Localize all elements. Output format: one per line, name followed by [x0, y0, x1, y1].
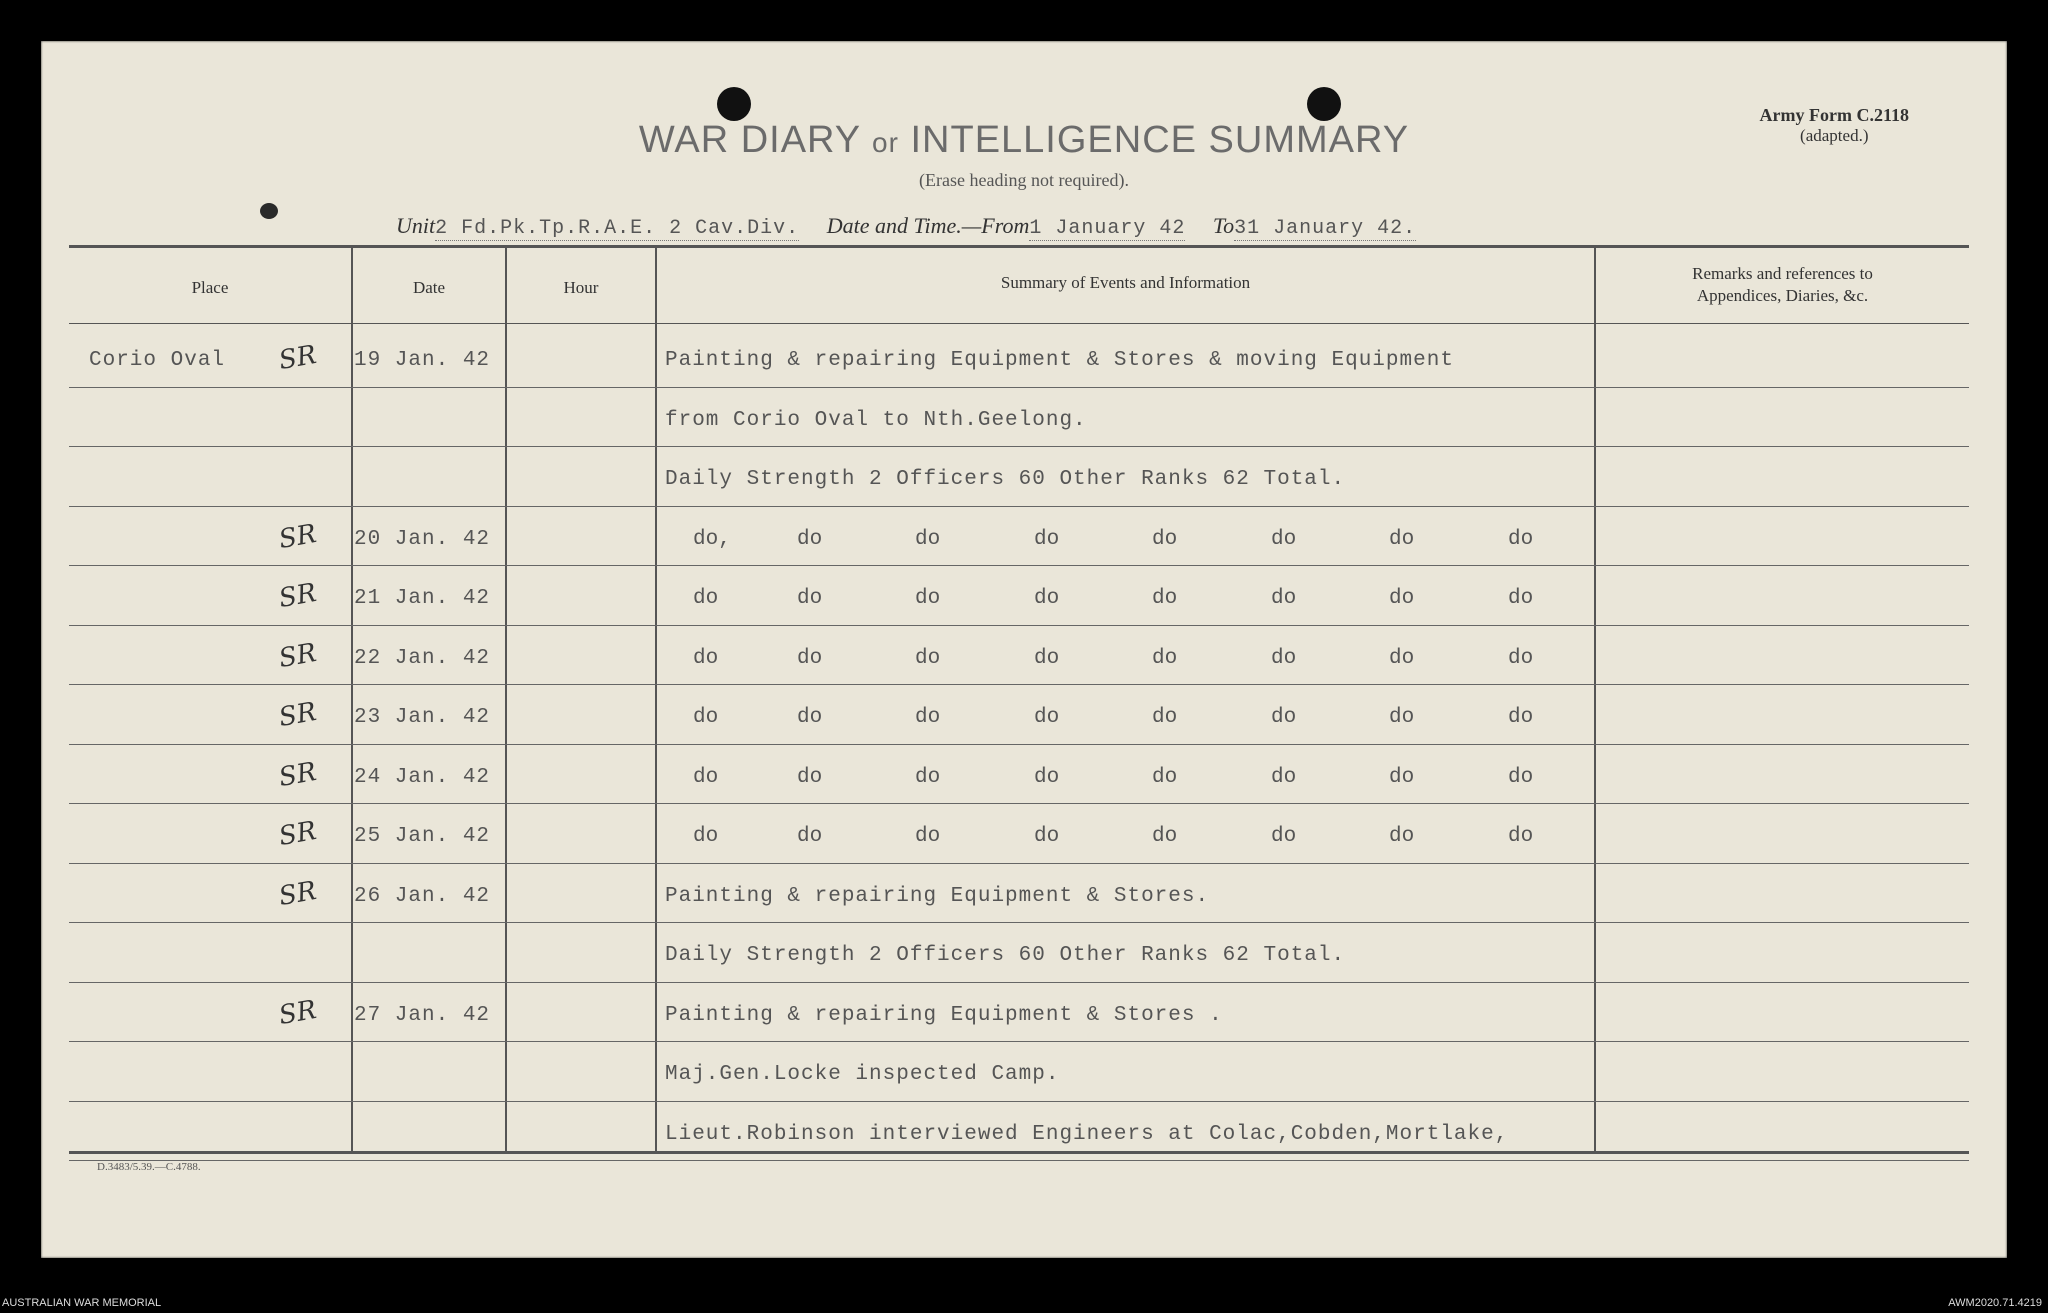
ditto-mark: do — [693, 825, 719, 848]
ditto-mark: do — [1389, 825, 1415, 848]
form-number: Army Form C.2118 (adapted.) — [1759, 105, 1909, 145]
ditto-mark: do — [915, 766, 941, 789]
ditto-mark: do — [1271, 647, 1297, 670]
initials-signature: SR — [276, 994, 319, 1032]
ditto-mark: do — [1508, 647, 1534, 670]
row-rule — [69, 1101, 1969, 1102]
ditto-mark: do — [1508, 706, 1534, 729]
ditto-mark: do — [1508, 587, 1534, 610]
row-rule — [69, 744, 1969, 745]
ditto-mark: do — [1508, 825, 1534, 848]
ditto-mark: do — [797, 647, 823, 670]
page-title: WAR DIARY or INTELLIGENCE SUMMARY — [638, 119, 1410, 161]
print-code: D.3483/5.39.—C.4788. — [97, 1161, 201, 1173]
unit-value: 2 Fd.Pk.Tp.R.A.E. 2 Cav.Div. — [435, 217, 800, 240]
summary-cell: Painting & repairing Equipment & Stores & moving Equipment — [665, 349, 1454, 372]
date-cell: 24 Jan. 42 — [354, 766, 491, 789]
ditto-mark: do — [1152, 528, 1178, 551]
footer-right: AWM2020.71.4219 — [1948, 1297, 2042, 1309]
date-cell: 19 Jan. 42 — [354, 349, 491, 372]
ditto-mark: do — [797, 825, 823, 848]
ditto-mark: do — [797, 766, 823, 789]
ditto-mark: do — [1271, 825, 1297, 848]
summary-cell: Daily Strength 2 Officers 60 Other Ranks 62 Total. — [665, 944, 1346, 967]
ditto-mark: do — [1508, 528, 1534, 551]
ditto-mark: do — [1389, 587, 1415, 610]
ditto-mark: do — [1152, 647, 1178, 670]
date-to: 31 January 42. — [1234, 217, 1417, 240]
footer-left: AUSTRALIAN WAR MEMORIAL — [2, 1297, 162, 1309]
date-cell: 27 Jan. 42 — [354, 1004, 491, 1027]
initials-signature: SR — [276, 875, 319, 913]
date-cell: 20 Jan. 42 — [354, 528, 491, 551]
row-rule — [69, 565, 1969, 566]
date-cell: 26 Jan. 42 — [354, 885, 491, 908]
page-subtitle: (Erase heading not required). — [919, 170, 1129, 190]
row-rule — [69, 446, 1969, 447]
row-rule — [69, 922, 1969, 923]
row-rule — [69, 684, 1969, 685]
ditto-mark: do — [915, 706, 941, 729]
date-cell: 25 Jan. 42 — [354, 825, 491, 848]
divider-hour-summary — [655, 247, 657, 1153]
row-rule — [69, 1041, 1969, 1042]
date-cell: 22 Jan. 42 — [354, 647, 491, 670]
ditto-mark: do — [797, 587, 823, 610]
summary-cell: Maj.Gen.Locke inspected Camp. — [665, 1063, 1060, 1086]
ditto-mark: do — [1389, 647, 1415, 670]
ditto-mark: do — [1152, 766, 1178, 789]
column-header-place: Place — [191, 278, 229, 297]
ditto-mark: do — [797, 528, 823, 551]
summary-cell: from Corio Oval to Nth.Geelong. — [665, 409, 1087, 432]
row-rule — [69, 803, 1969, 804]
ditto-mark: do — [693, 647, 719, 670]
ditto-mark: do — [1034, 706, 1060, 729]
ditto-mark: do — [1389, 766, 1415, 789]
header-rule — [69, 323, 1969, 324]
ditto-mark: do — [1508, 766, 1534, 789]
ditto-mark: do — [915, 647, 941, 670]
ditto-mark: do — [1152, 706, 1178, 729]
divider-place-date — [351, 247, 353, 1153]
ditto-mark: do — [1034, 647, 1060, 670]
divider-summary-remarks — [1594, 247, 1596, 1153]
column-header-date: Date — [412, 278, 446, 297]
place-cell: Corio Oval — [89, 349, 226, 372]
summary-cell: Painting & repairing Equipment & Stores. — [665, 885, 1210, 908]
ditto-mark: do — [1389, 528, 1415, 551]
summary-cell: Painting & repairing Equipment & Stores . — [665, 1004, 1223, 1027]
initials-signature: SR — [276, 637, 319, 675]
summary-cell: Lieut.Robinson interviewed Engineers at Colac,Cobden,Mortlake, — [665, 1123, 1509, 1146]
initials-signature: SR — [276, 696, 319, 734]
unit-line — [396, 213, 1416, 240]
date-cell: 21 Jan. 42 — [354, 587, 491, 610]
ditto-mark: do — [1389, 706, 1415, 729]
ditto-mark: do — [1034, 587, 1060, 610]
divider-date-hour — [505, 247, 507, 1153]
row-rule — [69, 982, 1969, 983]
ditto-mark: do — [1271, 766, 1297, 789]
punch-hole-right — [1307, 87, 1341, 121]
punch-hole-left — [717, 87, 751, 121]
ditto-mark: do — [693, 766, 719, 789]
date-cell: 23 Jan. 42 — [354, 706, 491, 729]
diary-page — [41, 41, 2007, 1258]
row-rule — [69, 625, 1969, 626]
ditto-mark: do — [1034, 825, 1060, 848]
ditto-mark: do — [915, 587, 941, 610]
ditto-mark: do — [797, 706, 823, 729]
ditto-mark: do — [1271, 528, 1297, 551]
column-header-remarks: Remarks and references to Appendices, Diaries, &c. — [1692, 264, 1873, 305]
ditto-mark: do — [1034, 528, 1060, 551]
initials-signature: SR — [276, 756, 319, 794]
ditto-mark: do — [693, 706, 719, 729]
ditto-mark: do — [693, 587, 719, 610]
ditto-mark: do, — [693, 528, 731, 551]
column-header-summary: Summary of Events and Information — [1000, 273, 1251, 292]
row-rule — [69, 506, 1969, 507]
date-from: 1 January 42 — [1029, 217, 1186, 240]
unit-label: Unit — [396, 213, 436, 238]
initials-signature: SR — [276, 577, 319, 615]
ditto-mark: do — [1271, 587, 1297, 610]
row-rule — [69, 387, 1969, 388]
row-rule — [69, 863, 1969, 864]
to-label: To — [1212, 213, 1235, 238]
pin-hole — [260, 203, 278, 219]
table-top-border — [69, 245, 1969, 248]
column-header-hour: Hour — [563, 278, 599, 297]
ditto-mark: do — [915, 528, 941, 551]
initials-signature: SR — [276, 339, 319, 377]
table-bottom-border — [69, 1151, 1969, 1154]
ditto-mark: do — [1152, 825, 1178, 848]
ditto-mark: do — [915, 825, 941, 848]
initials-signature: SR — [276, 815, 319, 853]
row-rule — [69, 1160, 1969, 1161]
ditto-mark: do — [1271, 706, 1297, 729]
date-label: Date and Time.—From — [826, 213, 1030, 238]
ditto-mark: do — [1034, 766, 1060, 789]
initials-signature: SR — [276, 518, 319, 556]
ditto-mark: do — [1152, 587, 1178, 610]
summary-cell: Daily Strength 2 Officers 60 Other Ranks 62 Total. — [665, 468, 1346, 491]
